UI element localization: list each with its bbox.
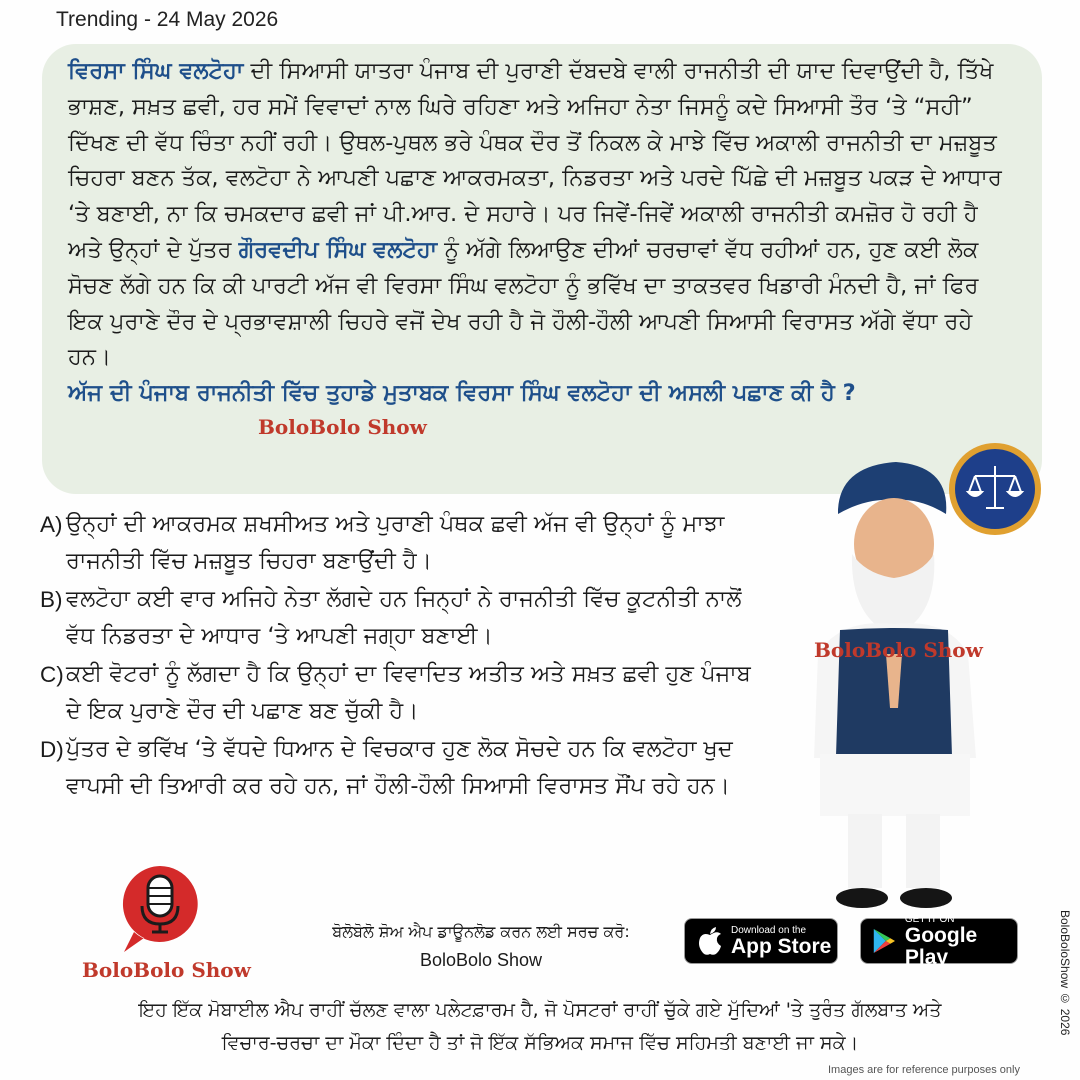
footer-line: ਵਿਚਾਰ-ਚਰਚਾ ਦਾ ਮੌਕਾ ਦਿੰਦਾ ਹੈ ਤਾਂ ਜੋ ਇੱਕ ਸੱਭਿਅਕ ਸਮਾਜ ਵਿੱਚ ਸਹਿਮਤੀ ਬਣਾਈ ਜਾ ਸਕੇ। bbox=[221, 1032, 859, 1054]
option-text: ਉਨ੍ਹਾਂ ਦੀ ਆਕਰਮਕ ਸ਼ਖਸੀਅਤ ਅਤੇ ਪੁਰਾਣੀ ਪੰਥਕ ਛਵੀ ਅੱਜ ਵੀ ਉਨ੍ਹਾਂ ਨੂੰ ਮਾਝਾ ਰਾਜਨੀਤੀ ਵਿੱਚ ਮਜ਼ਬੂਤ ਚਿਹਰਾ ਬਣਾਉਂਦੀ ਹੈ। bbox=[66, 511, 725, 574]
app-store-button[interactable] bbox=[684, 918, 838, 964]
brand-watermark: BoloBolo Show bbox=[258, 415, 427, 439]
highlight-name: ਗੌਰਵਦੀਪ ਸਿੰਘ ਵਲਟੋਹਾ bbox=[238, 236, 438, 263]
paragraph-text: ਦੀ ਸਿਆਸੀ ਯਾਤਰਾ ਪੰਜਾਬ ਦੀ ਪੁਰਾਣੀ ਦੱਬਦਬੇ ਵਾਲੀ ਰਾਜਨੀਤੀ ਦੀ ਯਾਦ ਦਿਵਾਉਂਦੀ ਹੈ, ਤਿੱਖੇ ਭਾਸ਼ਣ, ਸਖ਼ਤ ਛਵੀ, ਹਰ ਸਮੇਂ ਵਿਵਾਦਾਂ ਨਾਲ ਘਿਰੇ ਰਹਿਣਾ ਅਤੇ ਅਜਿਹਾ ਨੇਤਾ ਜਿਸਨੂੰ ਕਦੇ ਸਿਆਸੀ ਤੌਰ ‘ਤੇ “ਸਹੀ” ਦਿੱਖਣ ਦੀ ਵੱਧ ਚਿੰਤਾ ਨਹੀਂ ਰਹੀ। ਉਥਲ-ਪੁਥਲ ਭਰੇ ਪੰਥਕ ਦੌਰ ਤੋਂ ਨਿਕਲ ਕੇ ਮਾਝੇ ਵਿੱਚ ਅਕਾਲੀ ਰਾਜਨੀਤੀ ਦਾ ਮਜ਼ਬੂਤ ਚਿਹਰਾ ਬਣਨ ਤੱਕ, ਵਲਟੋਹਾ ਨੇ ਆਪਣੀ ਪਛਾਣ ਆਕਰਮਕਤਾ, ਨਿਡਰਤਾ ਅਤੇ ਪਰਦੇ ਪਿੱਛੇ ਦੀ ਮਜ਼ਬੂਤ ਪਕੜ ਦੇ ਆਧਾਰ ‘ਤੇ ਬਣਾਈ, ਨਾ ਕਿ ਚਮਕਦਾਰ ਛਵੀ ਜਾਂ ਪੀ.ਆਰ. ਦੇ ਸਹਾਰੇ। ਪਰ ਜਿਵੇਂ-ਜਿਵੇਂ ਅਕਾਲੀ ਰਾਜਨੀਤੀ ਕਮਜ਼ੋਰ ਹੋ ਰਹੀ ਹੈ ਅਤੇ ਉਨ੍ਹਾਂ ਦੇ ਪੁੱਤਰ bbox=[68, 58, 1002, 263]
brand-logo-text: BoloBolo Show bbox=[82, 958, 251, 982]
download-instruction bbox=[296, 920, 666, 972]
option-letter: D) bbox=[40, 737, 64, 762]
google-play-button[interactable] bbox=[860, 913, 1018, 969]
poll-option-a[interactable] bbox=[40, 506, 760, 580]
highlight-name: ਵਿਰਸਾ ਸਿੰਘ ਵਲਟੋਹਾ bbox=[68, 58, 244, 84]
option-text: ਕਈ ਵੋਟਰਾਂ ਨੂੰ ਲੱਗਦਾ ਹੈ ਕਿ ਉਨ੍ਹਾਂ ਦਾ ਵਿਵਾਦਿਤ ਅਤੀਤ ਅਤੇ ਸਖ਼ਤ ਛਵੀ ਹੁਣ ਪੰਜਾਬ ਦੇ ਇਕ ਪੁਰਾਣੇ ਦੌਰ ਦੀ ਪਛਾਣ ਬਣ ਚੁੱਕੀ ਹੈ। bbox=[66, 661, 751, 724]
poll-options bbox=[40, 506, 760, 806]
disclaimer-text: Images are for reference purposes only bbox=[828, 1064, 1020, 1076]
poll-option-d[interactable] bbox=[40, 731, 760, 805]
playstore-label: Google Play bbox=[904, 923, 978, 969]
google-play-icon bbox=[871, 926, 897, 956]
article-card bbox=[42, 44, 1042, 494]
brand-watermark: BoloBolo Show bbox=[814, 638, 983, 662]
article-paragraph bbox=[68, 54, 1018, 376]
option-text: ਵਲਟੋਹਾ ਕਈ ਵਾਰ ਅਜਿਹੇ ਨੇਤਾ ਲੱਗਦੇ ਹਨ ਜਿਨ੍ਹਾਂ ਨੇ ਰਾਜਨੀਤੀ ਵਿੱਚ ਕੂਟਨੀਤੀ ਨਾਲੋਂ ਵੱਧ ਨਿਡਰਤਾ ਦੇ ਆਧਾਰ ‘ਤੇ ਆਪਣੀ ਜਗ੍ਹਾ ਬਣਾਈ। bbox=[66, 586, 742, 649]
poll-question: ਅੱਜ ਦੀ ਪੰਜਾਬ ਰਾਜਨੀਤੀ ਵਿੱਚ ਤੁਹਾਡੇ ਮੁਤਾਬਕ ਵਿਰਸਾ ਸਿੰਘ ਵਲਟੋਹਾ ਦੀ ਅਸਲੀ ਪਛਾਣ ਕੀ ਹੈ ? bbox=[68, 380, 856, 407]
playstore-small-text: GET IT ON bbox=[904, 913, 955, 925]
poll-option-b[interactable] bbox=[40, 581, 760, 655]
apple-icon bbox=[697, 926, 723, 956]
footer-description bbox=[40, 994, 1040, 1060]
copyright-text: BoloBoloShow © 2026 bbox=[1058, 910, 1072, 1036]
footer-line: ਇਹ ਇੱਕ ਮੋਬਾਈਲ ਐਪ ਰਾਹੀਂ ਚੱਲਣ ਵਾਲਾ ਪਲੇਟਫ਼ਾਰਮ ਹੈ, ਜੋ ਪੋਸਟਰਾਂ ਰਾਹੀਂ ਚੁੱਕੇ ਗਏ ਮੁੱਦਿਆਂ 'ਤੇ ਤੁਰੰਤ ਗੱਲਬਾਤ ਅਤੇ bbox=[138, 999, 942, 1021]
option-text: ਪੁੱਤਰ ਦੇ ਭਵਿੱਖ ‘ਤੇ ਵੱਧਦੇ ਧਿਆਨ ਦੇ ਵਿਚਕਾਰ ਹੁਣ ਲੋਕ ਸੋਚਦੇ ਹਨ ਕਿ ਵਲਟੋਹਾ ਖੁਦ ਵਾਪਸੀ ਦੀ ਤਿਆਰੀ ਕਰ ਰਹੇ ਹਨ, ਜਾਂ ਹੌਲੀ-ਹੌਲੀ ਸਿਆਸੀ ਵਿਰਾਸਤ ਸੌਂਪ ਰਹੇ ਹਨ। bbox=[66, 736, 733, 799]
poll-option-c[interactable] bbox=[40, 656, 760, 730]
politician-illustration bbox=[800, 458, 990, 918]
appstore-small-text: Download on the bbox=[731, 924, 807, 936]
app-search-name: BoloBolo Show bbox=[419, 950, 543, 970]
trending-date: Trending - 24 May 2026 bbox=[56, 8, 279, 31]
paragraph-text: ਨੂੰ ਅੱਗੇ ਲਿਆਉਣ ਦੀਆਂ ਚਰਚਾਵਾਂ ਵੱਧ ਰਹੀਆਂ ਹਨ, ਹੁਣ ਕਈ ਲੋਕ ਸੋਚਣ ਲੱਗੇ ਹਨ ਕਿ ਕੀ ਪਾਰਟੀ ਅੱਜ ਵੀ ਵਿਰਸਾ ਸਿੰਘ ਵਲਟੋਹਾ ਨੂੰ ਭਵਿੱਖ ਦਾ ਤਾਕਤਵਰ ਖਿਡਾਰੀ ਮੰਨਦੀ ਹੈ, ਜਾਂ ਫਿਰ ਇਕ ਪੁਰਾਣੇ ਦੌਰ ਦੇ ਪ੍ਰਭਾਵਸ਼ਾਲੀ ਚਿਹਰੇ ਵਜੋਂ ਦੇਖ ਰਹੀ ਹੈ ਜੋ ਹੌਲੀ-ਹੌਲੀ ਆਪਣੀ ਸਿਆਸੀ ਵਿਰਾਸਤ ਅੱਗੇ ਵੱਧਾ ਰਹੇ ਹਨ। bbox=[68, 236, 979, 371]
appstore-label: App Store bbox=[731, 934, 832, 958]
download-instruction-text: ਬੋਲੋਬੋਲੋ ਸ਼ੋਅ ਐਪ ਡਾਊਨਲੋਡ ਕਰਨ ਲਈ ਸਰਚ ਕਰੋ: bbox=[332, 922, 630, 941]
option-letter: C) bbox=[40, 662, 64, 687]
option-letter: A) bbox=[40, 512, 63, 537]
microphone-icon bbox=[118, 862, 202, 954]
option-letter: B) bbox=[40, 587, 63, 612]
